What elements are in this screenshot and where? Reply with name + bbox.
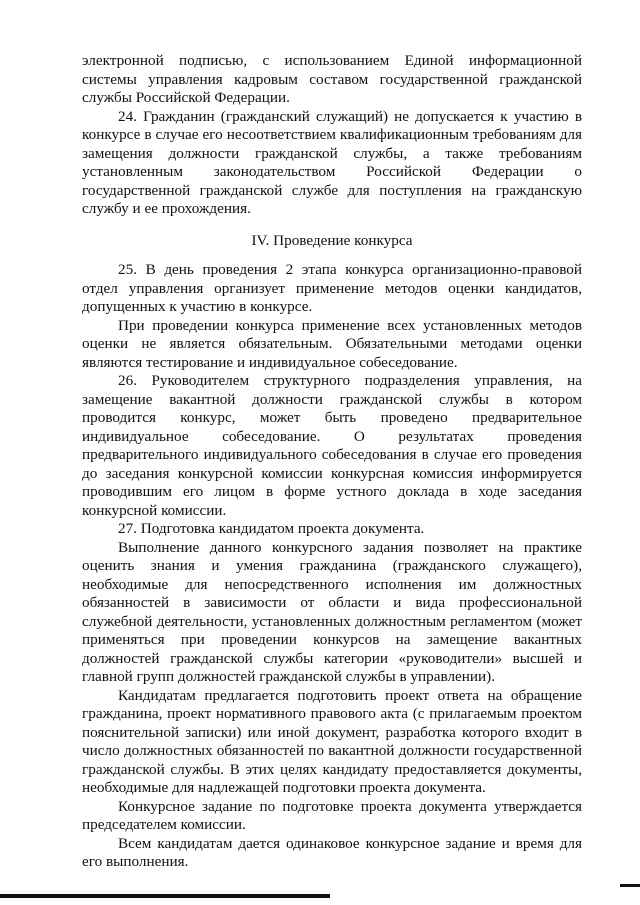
paragraph-item-25: 25. В день проведения 2 этапа конкурса организационно-правовой отдел управления организует применение методов оценки кандидатов, допущенных к участию в конкурсе. bbox=[82, 261, 582, 315]
paragraph-task-content: Кандидатам предлагается подготовить проект ответа на обращение гражданина, проект нормативного правового акта (с прилагаемым проектом пояснительной записки) или иной документ, разработка которого входит в число должностных обязанностей по вакантной должности государственной гражданской службы. В этих целях кандидату предоставляется документы, необходимые для надлежащей подготовки проекта документа. bbox=[82, 686, 582, 796]
paragraph-item-27: 27. Подготовка кандидатом проекта документа. bbox=[118, 520, 425, 537]
paragraph-item-26: 26. Руководителем структурного подразделения управления, на замещение вакантной должности гражданской службы в котором проводится конкурс, может быть проведено предварительное индивидуальное собеседование. О результатах проведения предварительного индивидуального собеседования в случае его проведения до заседания конкурсной комиссии конкурсная комиссия информируется проводившим его лицом в форме устного доклада в ходе заседания конкурсной комиссии. bbox=[82, 372, 582, 519]
footer-rule bbox=[0, 894, 330, 898]
document-page bbox=[82, 52, 582, 872]
corner-mark bbox=[620, 884, 640, 887]
paragraph-item-24: 24. Гражданин (гражданский служащий) не допускается к участию в конкурсе в случае его несоответствием квалификационным требованиям для замещения должности гражданской службы, а также требованиям установленным законодательством Российской Федерации о государственной гражданской службе для поступления на гражданскую службу и ее прохождения. bbox=[82, 107, 582, 217]
paragraph-continuation: электронной подписью, с использованием Единой информационной системы управления кадровым составом государственной гражданской службы Российской Федерации. bbox=[82, 52, 582, 106]
paragraph-task-equal: Всем кандидатам дается одинаковое конкурсное задание и время для его выполнения. bbox=[82, 834, 582, 870]
paragraph-task-purpose: Выполнение данного конкурсного задания позволяет на практике оценить знания и умения гражданина (гражданского служащего), необходимые для непосредственного исполнения им должностных обязанностей в зависимости от области и вида профессиональной служебной деятельности, установленных должностным регламентом (может применяться при проведении конкурсов на замещение вакантных должностей гражданской службы категории «руководители» высшей и главной групп должностей гражданской службы в управлении). bbox=[82, 538, 582, 685]
section-heading: IV. Проведение конкурса bbox=[251, 231, 413, 249]
paragraph-methods: При проведении конкурса применение всех установленных методов оценки не является обязательным. Обязательными методами оценки являются тестирование и индивидуальное собеседование. bbox=[82, 316, 582, 371]
paragraph-task-approval: Конкурсное задание по подготовке проекта документа утверждается председателем комиссии. bbox=[82, 797, 582, 833]
